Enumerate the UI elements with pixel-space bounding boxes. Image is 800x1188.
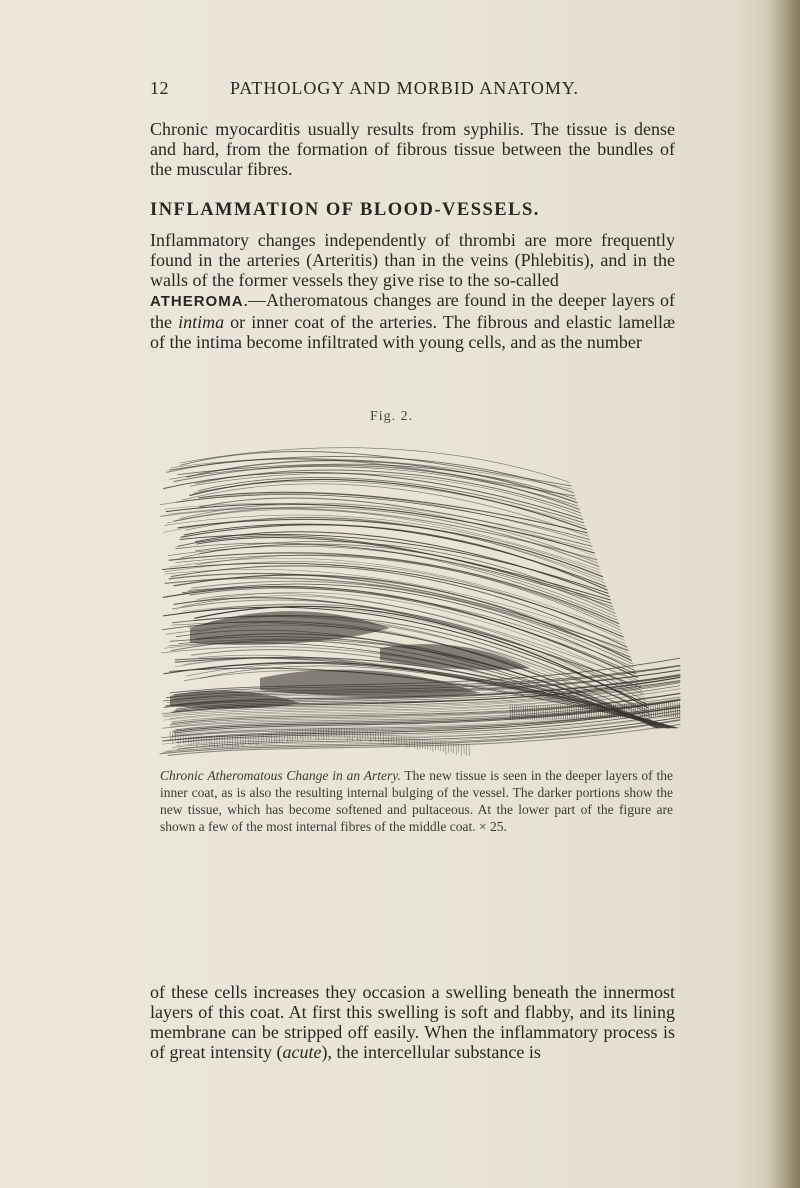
engraving-dark-tissue (190, 611, 390, 645)
engraving-hatch (673, 703, 674, 717)
engraving-hatch (605, 704, 606, 718)
engraving-hatch (602, 704, 603, 718)
term-intima: intima (178, 312, 225, 332)
engraving-hatch (657, 703, 658, 717)
engraving-hatch (514, 706, 515, 720)
engraving-hatch (547, 705, 548, 719)
paragraph-inflammation (150, 230, 675, 352)
engraving-hatch (580, 705, 581, 719)
engraving-hatch (563, 705, 564, 719)
engraving-hatch (534, 706, 535, 720)
engraving-hatch (646, 703, 647, 717)
engraving-hatch (653, 703, 654, 717)
engraving-hatch (655, 703, 656, 717)
page-number: 12 (150, 78, 169, 98)
engraving-hatch (591, 704, 592, 718)
engraving-hatch (671, 703, 672, 717)
engraving-hatch (583, 705, 584, 719)
engraving-hatch (631, 704, 632, 718)
engraving-hatch (629, 704, 630, 718)
engraving-hatch (609, 704, 610, 718)
section-heading: INFLAMMATION OF BLOOD-VESSELS. (150, 200, 540, 220)
engraving-hatch (635, 703, 636, 717)
engraving-hatch (660, 703, 661, 717)
caption-title: Chronic Atheromatous Change in an Artery. (160, 768, 401, 783)
engraving-hatch (633, 704, 634, 718)
engraving-hatch (512, 706, 513, 720)
engraving-hatch (618, 704, 619, 718)
engraving-hatch (616, 704, 617, 718)
engraving-hatch (589, 704, 590, 718)
engraving-hatch (543, 705, 544, 719)
paragraph-text: or inner coat of the arteries. The fibrous and elastic lamellæ of the intima become infiltrated with young cells, and as the number (150, 312, 675, 352)
engraving-hatch (585, 705, 586, 719)
engraving-hatch (596, 704, 597, 718)
engraving-hatch (613, 704, 614, 718)
engraving-hatch (532, 706, 533, 720)
engraving-hatch (651, 703, 652, 717)
engraving-hatch (569, 705, 570, 719)
engraving-hatch (519, 706, 520, 720)
engraving-hatch (565, 705, 566, 719)
engraving-hatch (510, 706, 511, 720)
engraving-hatch (528, 706, 529, 720)
engraving-hatch (587, 704, 588, 718)
caption-text: The new tissue is seen in the deeper layers of the inner coat, as is also the resulting internal bulging of the vessel. The darker portions show the new tissue, which has become softened and pultaceous. At the lower part of the figure are shown a few of the most internal fibres of the middle coat. × 25. (160, 768, 673, 834)
engraving-hatch (567, 705, 568, 719)
engraving-hatch (638, 703, 639, 717)
engraving-hatch (572, 705, 573, 719)
engraving-hatch (561, 705, 562, 719)
engraving-hatch (556, 705, 557, 719)
running-title: PATHOLOGY AND MORBID ANATOMY. (230, 78, 580, 98)
engraving-hatch (666, 703, 667, 717)
engraving-hatch (679, 703, 680, 717)
paragraph-text: .—Atheromatous changes are found in the deeper layers of the (150, 290, 675, 332)
paragraph-text: of these cells increases they occasion a swelling beneath the innermost layers of this coat. At first this swelling is soft and flabby, and its lining membrane can be stripped off easily. When the inflammatory process is of great intensity ( (150, 982, 675, 1062)
engraving-hatch (664, 703, 665, 717)
engraving-hatch (539, 705, 540, 719)
engraving-hatch (640, 703, 641, 717)
artery-engraving (150, 428, 685, 758)
term-atheroma: ATHEROMA (150, 293, 244, 310)
engraving-hatch (517, 706, 518, 720)
engraving-hatch (523, 706, 524, 720)
engraving-hatch (668, 703, 669, 717)
engraving-hatch (594, 704, 595, 718)
term-acute: acute (282, 1042, 322, 1062)
artery-illustration (150, 428, 685, 758)
engraving-hatch (545, 705, 546, 719)
engraving-hatch (627, 704, 628, 718)
figure-caption (160, 767, 673, 835)
page-edge-shadow (766, 0, 800, 1188)
engraving-hatch (598, 704, 599, 718)
engraving-hatch (675, 703, 676, 717)
paragraph-text: Inflammatory changes independently of thrombi are more frequently found in the arteries (Arteritis) than in the veins (Phlebitis), and in the walls of the former vessels they give rise to the so-called (150, 230, 675, 290)
paragraph-text: ), the intercellular substance is (321, 1042, 541, 1062)
engraving-hatch (530, 706, 531, 720)
engraving-hatch (622, 704, 623, 718)
figure-label: Fig. 2. (370, 409, 414, 424)
engraving-hatch (642, 703, 643, 717)
engraving-hatch (624, 704, 625, 718)
engraving-hatch (662, 703, 663, 717)
engraving-hatch (677, 703, 678, 717)
engraving-hatch (552, 705, 553, 719)
engraving-hatch (644, 703, 645, 717)
engraving-hatch (611, 704, 612, 718)
paragraph-continuation (150, 982, 675, 1062)
engraving-hatch (541, 705, 542, 719)
engraving-hatch (554, 705, 555, 719)
engraving-hatch (600, 704, 601, 718)
engraving-hatch (649, 703, 650, 717)
engraving-hatch (576, 705, 577, 719)
engraving-hatch (574, 705, 575, 719)
engraving-hatch (525, 706, 526, 720)
paragraph-myocarditis: Chronic myocarditis usually results from syphilis. The tissue is dense and hard, from the formation of fibrous tissue between the bundles of the muscular fibres. (150, 119, 675, 179)
engraving-hatch (578, 705, 579, 719)
engraving-hatch (550, 705, 551, 719)
engraving-hatch (620, 704, 621, 718)
engraving-hatch (536, 705, 537, 719)
engraving-hatch (521, 706, 522, 720)
engraving-hatch (558, 705, 559, 719)
engraving-hatch (607, 704, 608, 718)
